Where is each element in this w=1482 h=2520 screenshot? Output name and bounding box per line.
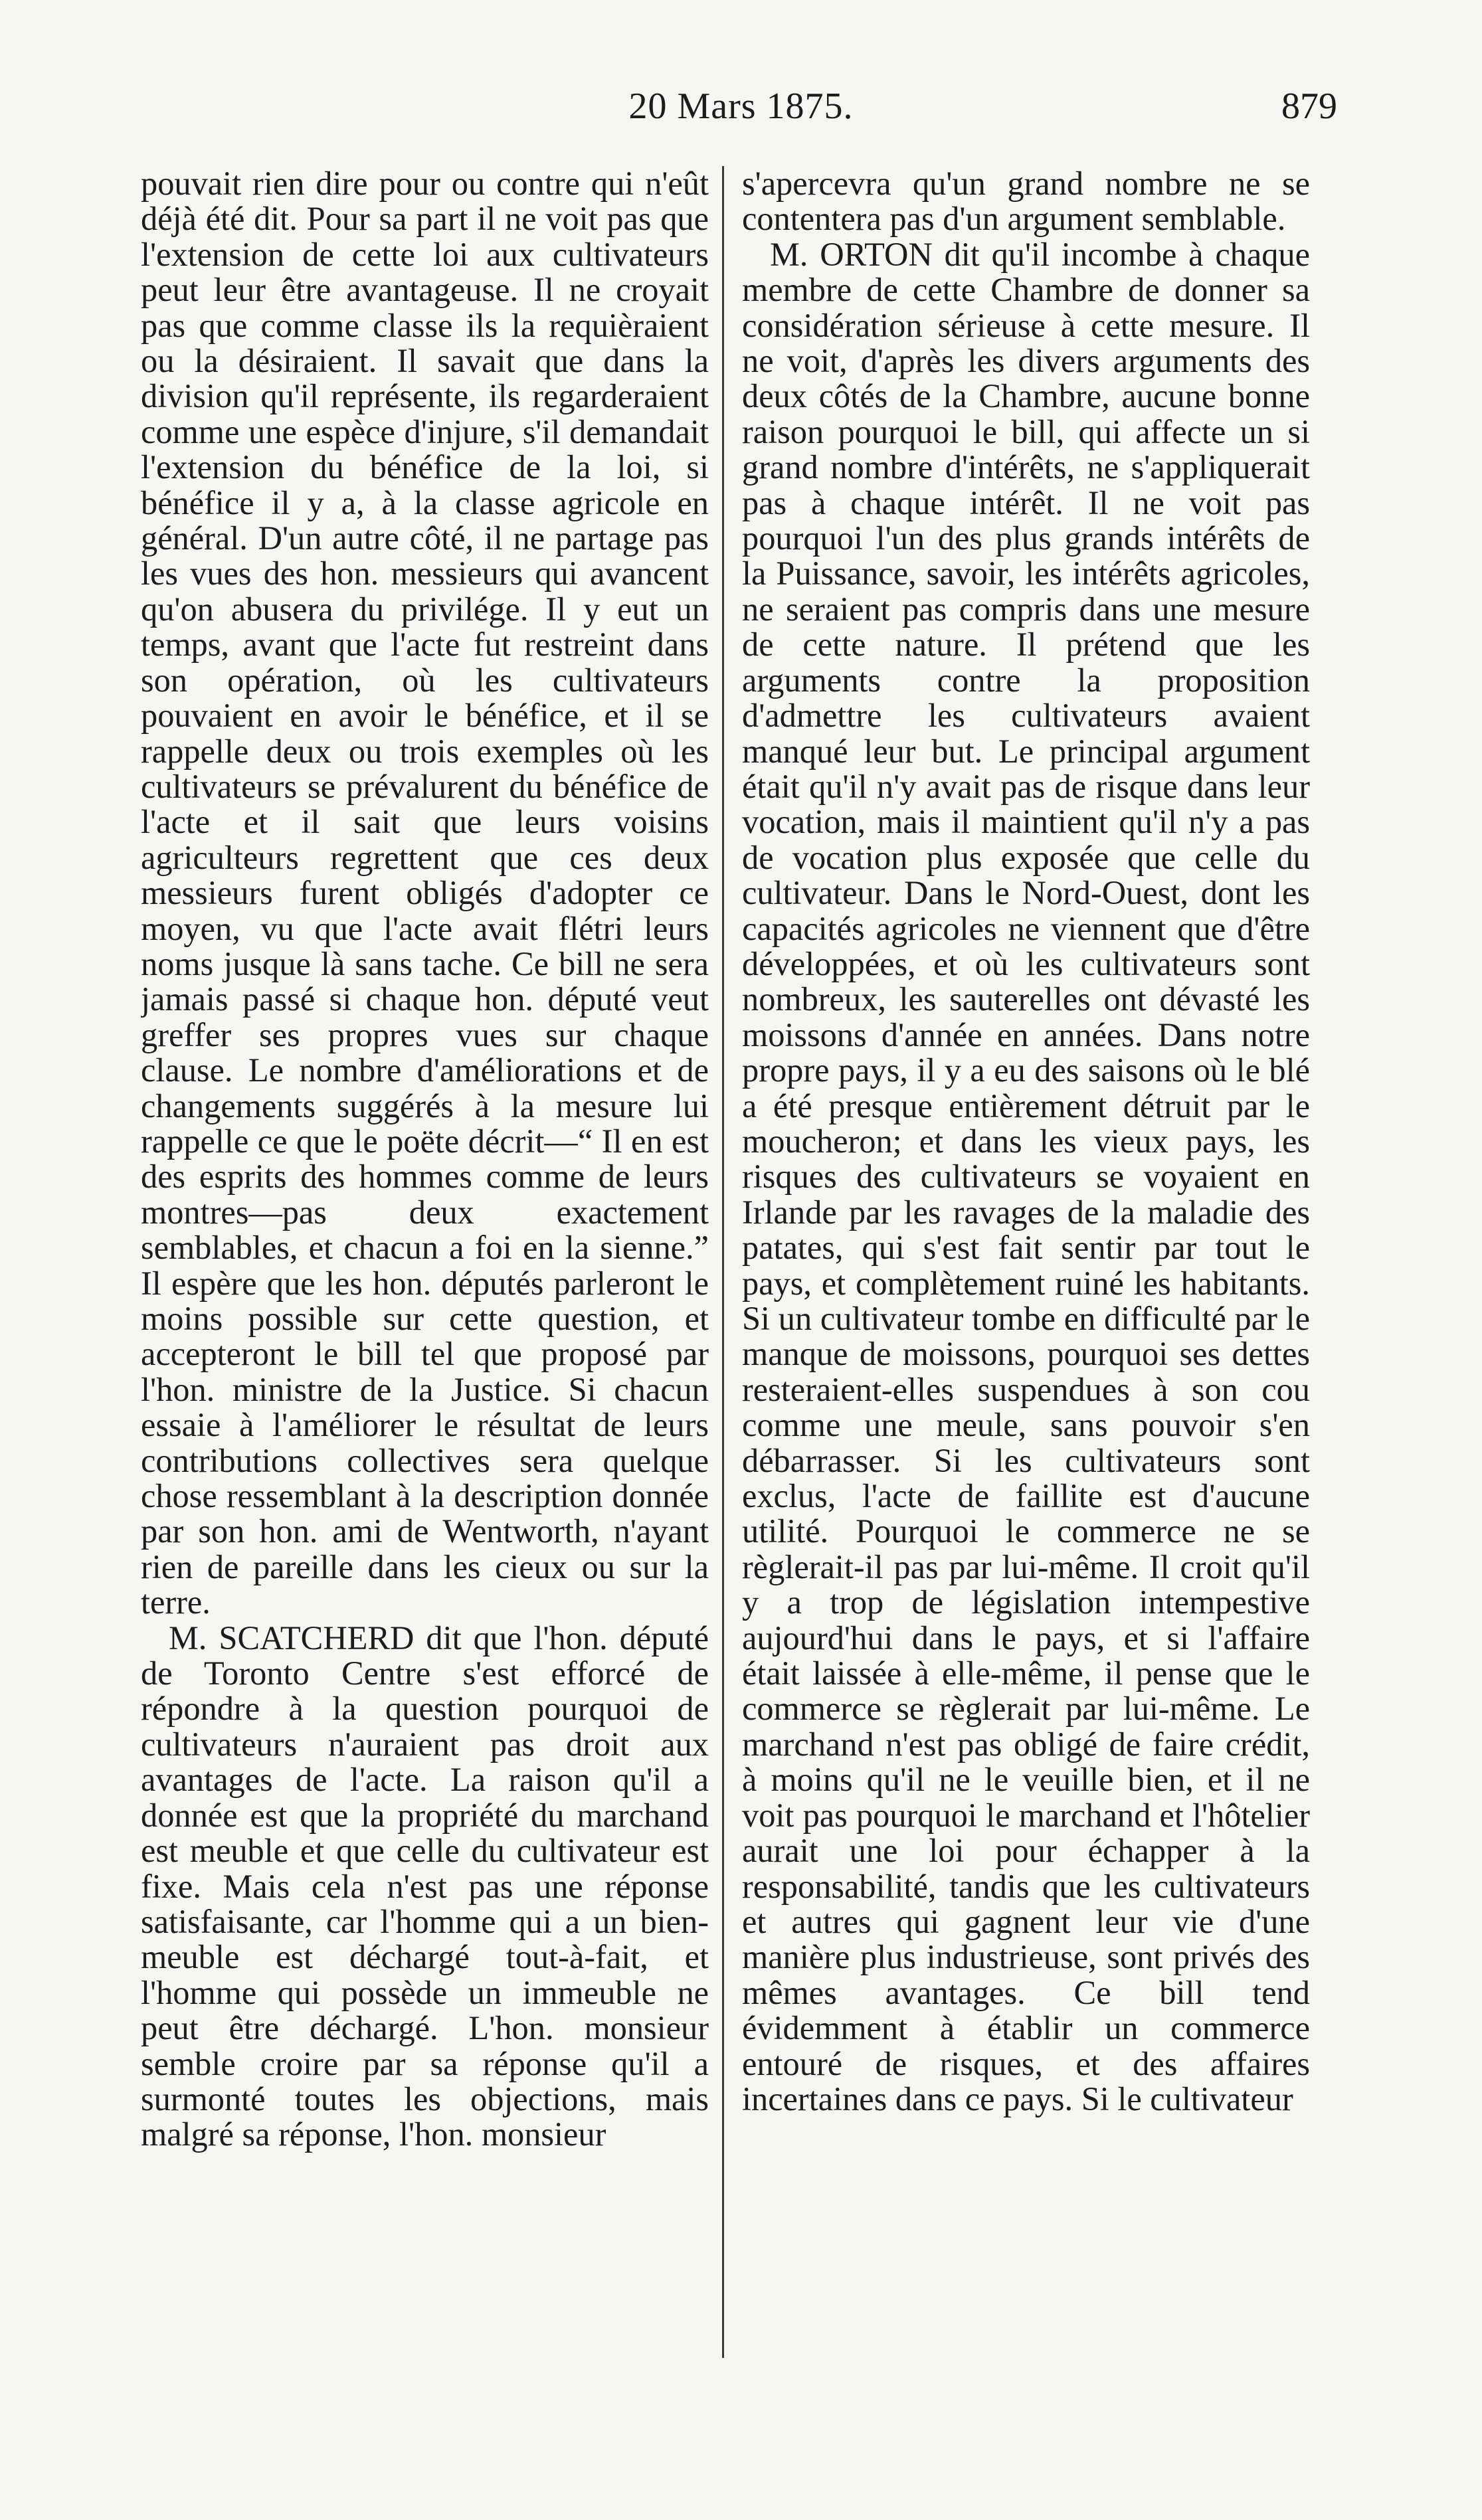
paragraph: pouvait rien dire pour ou contre qui n'eût déjà été dit. Pour sa part il ne voit pas que l'extension de cette loi aux cultivateurs peut leur être avantageuse. Il ne croyait pas que comme classe ils la requièraient ou la désiraient. Il savait que dans la division qu'il représente, ils regarderaient comme une espèce d'injure, s'il demandait l'extension du bénéfice de la loi, si bénéfice il y a, à la classe agricole en général. D'un autre côté, il ne partage pas les vues des hon. messieurs qui avancent qu'on abusera du privilége. Il y eut un temps, avant que l'acte fut restreint dans son opération, où les cultivateurs pouvaient en avoir le bénéfice, et il se rappelle deux ou trois exemples où les cultivateurs se prévalurent du bénéfice de l'acte et il sait que leurs voisins agriculteurs regrettent que ces deux messieurs furent obligés d'adopter ce moyen, vu que l'acte avait flétri leurs noms jusque là sans tache. Ce bill ne sera jamais passé si chaque hon. député veut greffer ses propres vues sur chaque clause. Le nombre d'améliorations et de changements suggérés à la mesure lui rappelle ce que le poëte décrit—“ Il en est des esprits des hommes comme de leurs montres—pas deux exactement semblables, et chacun a foi en la sienne.” Il espère que les hon. députés parleront le moins possible sur cette question, et accepteront le bill tel que proposé par l'hon. ministre de la Justice. Si chacun essaie à l'améliorer le résultat de leurs contributions collectives sera quelque chose ressemblant à la description donnée par son hon. ami de Wentworth, n'ayant rien de pareille dans les cieux ou sur la terre. (141, 166, 709, 1621)
page-date: 20 Mars 1875. (628, 86, 854, 127)
page-header (0, 85, 1482, 138)
paragraph: M. ORTON dit qu'il incombe à chaque membre de cette Chambre de donner sa considération sérieuse à cette mesure. Il ne voit, d'après les divers arguments des deux côtés de la Chambre, aucune bonne raison pourquoi le bill, qui affecte un si grand nombre d'intérêts, ne s'appliquerait pas à chaque intérêt. Il ne voit pas pourquoi l'un des plus grands intérêts de la Puissance, savoir, les intérêts agricoles, ne seraient pas compris dans une mesure de cette nature. Il prétend que les arguments contre la proposition d'admettre les cultivateurs avaient manqué leur but. Le principal argument était qu'il n'y avait pas de risque dans leur vocation, mais il maintient qu'il n'y a pas de vocation plus exposée que celle du cultivateur. Dans le Nord-Ouest, dont les capacités agricoles ne viennent que d'être développées, et où les cultivateurs sont nombreux, les sauterelles ont dévasté les moissons d'année en années. Dans notre propre pays, il y a eu des saisons où le blé a été presque entièrement détruit par le moucheron; et dans les vieux pays, les risques des cultivateurs se voyaient en Irlande par les ravages de la maladie des patates, qui s'est fait sentir par tout le pays, et complètement ruiné les habitants. Si un cultivateur tombe en difficulté par le manque de moissons, pourquoi ses dettes resteraient-elles suspendues à son cou comme une meule, sans pouvoir s'en débarrasser. Si les cultivateurs sont exclus, l'acte de faillite est d'aucune utilité. Pourquoi le commerce ne se règlerait-il pas par lui-même. Il croit qu'il y a trop de législation intempestive aujourd'hui dans le pays, et si l'affaire était laissée à elle-même, il pense que le commerce se règlerait par lui-même. Le marchand n'est pas obligé de faire crédit, à moins qu'il ne le veuille bien, et il ne voit pas pourquoi le marchand et l'hôtelier aurait une loi pour échapper à la responsabilité, tandis que les cultivateurs et autres qui gagnent leur vie d'une manière plus industrieuse, sont privés des mêmes avantages. Ce bill tend évidemment à établir un commerce entouré de risques, et des affaires incertaines dans ce pays. Si le cultivateur (742, 235, 1310, 2117)
right-column (742, 166, 1310, 2358)
paragraph: s'apercevra qu'un grand nombre ne se contentera pas d'un argument semblable. (742, 166, 1310, 238)
page-number: 879 (1281, 86, 1337, 127)
column-divider (722, 166, 724, 2358)
left-column (141, 166, 709, 2358)
paragraph: M. SCATCHERD dit que l'hon. député de Toronto Centre s'est efforcé de répondre à la question pourquoi de cultivateurs n'auraient pas droit aux avantages de l'acte. La raison qu'il a donnée est que la propriété du marchand est meuble et que celle du cultivateur est fixe. Mais cela n'est pas une réponse satisfaisante, car l'homme qui a un bien-meuble est déchargé tout-à-fait, et l'homme qui possède un immeuble ne peut être déchargé. L'hon. monsieur semble croire par sa réponse qu'il a surmonté toutes les objections, mais malgré sa réponse, l'hon. monsieur (141, 1619, 709, 2153)
